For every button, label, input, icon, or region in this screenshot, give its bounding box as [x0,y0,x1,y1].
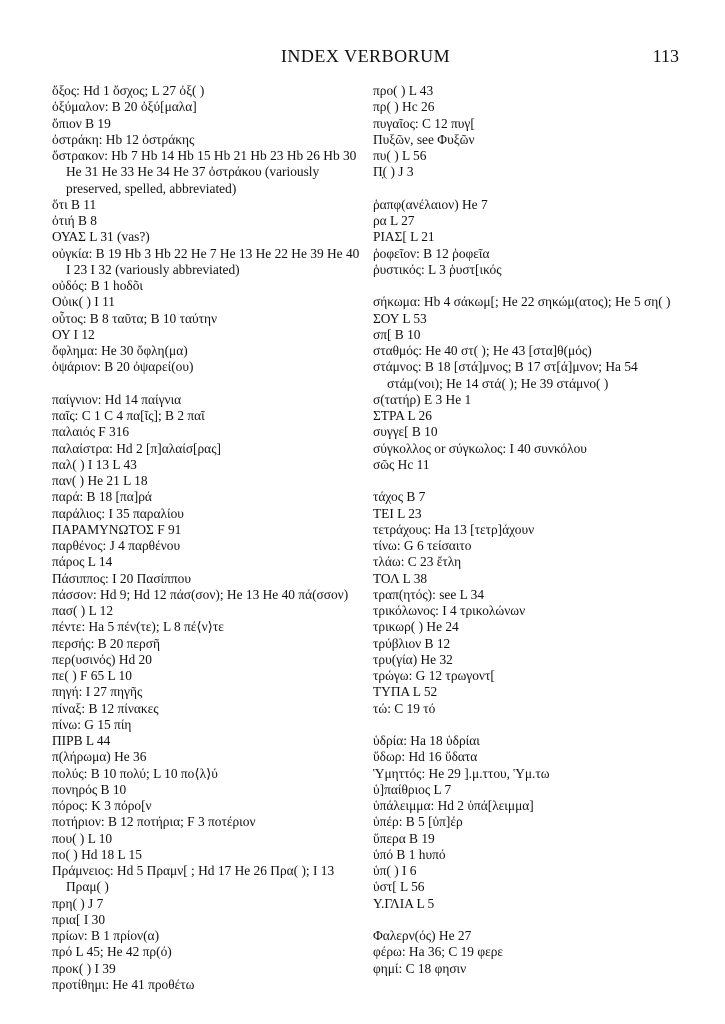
index-entry: ὀψάριον: B 20 ὀψαρεί(ου) [52,359,194,375]
index-entry: ὅτι B 11 [52,196,97,212]
index-entry: ποτήριον: B 12 ποτήρια; F 3 ποτέριον [52,814,256,830]
index-entry: πρίων: B 1 πρίον(α) [52,928,160,943]
index-entry: τρύβλιον B 12 [373,635,451,651]
index-entry: πίνω: G 15 πίη [52,716,132,732]
index-entry: παρά: B 18 [πα]ρά [52,489,152,505]
index-entry: ὄστρακον: Hb 7 Hb 14 Hb 15 Hb 21 Hb 23 Hb 26 Hb 30 He 31 He 33 He 34 He 37 ὀστράκου (variously preserved, spelled, abbreviated) [52,148,357,196]
entry-group-gap [373,181,685,197]
index-entry: φημί: C 18 φησιν [373,960,467,976]
index-entry: πρ( ) Hc 26 [373,99,435,115]
index-entry: πέντε: Ha 5 πέν(τε); L 8 πέ⟨ν⟩τε [52,619,224,635]
page-header [52,46,679,70]
index-entry: οὐδός: B 1 hοδõι [52,278,144,293]
index-entry: οὗτος: B 8 ταῦτα; B 10 ταύτην [52,310,218,326]
index-entry: στάμνος: B 18 [στά]μνος; B 17 στ[ά]μνον; Ha 54 στάμ(νοι); He 14 στά( ); He 39 στάμνο( ) [373,359,638,391]
index-entry: τραπ(ητός): see L 34 [373,586,485,602]
index-entry: πονηρός B 10 [52,781,127,797]
index-entry: Πάσιππος: I 20 Πασίππου [52,570,191,586]
index-entry: Πράμνειος: Hd 5 Πραμν[ ; Hd 17 He 26 Πρα( ); I 13 Πραμ( ) [52,863,335,895]
index-entry: ΠΙΡΒ L 44 [52,733,111,748]
index-entry: Οὐικ( ) I 11 [52,294,115,310]
index-entry: πολύς: B 10 πολύ; L 10 πο⟨λ⟩ύ [52,765,218,781]
index-entry: τλάω: C 23 ἔτλη [373,554,462,570]
index-entry: περ(υσινός) Hd 20 [52,651,152,667]
index-entry: παν( ) He 21 L 18 [52,473,148,488]
index-entry: πε( ) F 65 L 10 [52,668,132,683]
index-entry: συγγε[ B 10 [373,424,438,440]
index-entry: Υ.ΓΛΙΑ L 5 [373,895,435,911]
index-entry: τετράχους: Ha 13 [τετρ]άχουν [373,521,535,537]
index-entry: σ(τατήρ) E 3 He 1 [373,391,472,407]
index-entry: παρθένος: J 4 παρθένου [52,538,181,553]
index-entry: προτίθημι: He 41 προθέτω [52,976,195,992]
index-entry: ὀξύμαλον: B 20 ὀξύ[μαλα] [52,99,197,115]
index-entry: τρικωρ( ) He 24 [373,619,459,635]
index-column-left [52,83,362,993]
index-entry: ὀστράκη: Hb 12 ὀστράκης [52,131,195,147]
index-entry: πρη( ) J 7 [52,895,104,911]
index-entry: παῖς: C 1 C 4 πα[ῖς]; B 2 παῖ [52,408,205,423]
index-entry: ΠΑΡΑΜΥΝΩΤΟΣ F 91 [52,521,182,537]
index-entry: πίναξ: B 12 πίνακες [52,700,159,716]
index-entry: πηγή: I 27 πηγῆς [52,684,143,700]
index-entry: ρα L 27 [373,213,415,228]
index-entry: ΤΥΠΑ L 52 [373,684,438,700]
index-entry: Ὑμηττός: He 29 ].μ.ττου, Ὑμ.τω [373,765,550,781]
index-column-right [373,83,685,977]
index-entry: ΤΟΛ L 38 [373,570,428,586]
index-entry: παλ( ) I 13 L 43 [52,456,137,472]
index-entry: ΡΙΑΣ[ L 21 [373,229,435,245]
index-entry: πάσσον: Hd 9; Hd 12 πάσ(σον); He 13 He 40 πά(σσον) [52,586,349,602]
index-entry: Πυξῶν, see Φυξῶν [373,131,475,147]
index-entry: πυ( ) L 56 [373,148,427,163]
index-entry: ὑ]παίθριος L 7 [373,781,452,797]
index-entry: πρό L 45; He 42 πρ(ό) [52,944,172,960]
index-entry: σῶς Hc 11 [373,456,430,472]
index-entry: τώ: C 19 τό [373,700,436,716]
running-title: INDEX VERBORUM [280,46,451,66]
index-entry: ὀτιή B 8 [52,213,98,228]
index-entry: ΣΟΥ L 53 [373,310,427,326]
index-entry: τρυ(γία) He 32 [373,651,453,667]
index-entry: σταθμός: He 40 στ( ); He 43 [στα]θ(μός) [373,343,592,358]
index-entry: πασ( ) L 12 [52,603,114,618]
index-entry: ὑπάλειμμα: Hd 2 ὑπά[λειμμα] [373,798,534,813]
index-entry: ὑπέρ: B 5 [ὑπ]έρ [373,814,463,830]
index-entry: τίνω: G 6 τείσαιτο [373,538,472,553]
index-entry: ῥαπφ(ανέλαιον) He 7 [373,196,488,212]
entry-group-gap [373,278,685,294]
index-entry: ΟΥ I 12 [52,326,95,342]
index-entry: τρώγω: G 12 τρωγοντ[ [373,668,495,683]
index-entry: ῥοφεῖον: B 12 ῥοφεῖα [373,245,490,261]
index-entry: ΣΤΡΑ L 26 [373,408,432,423]
index-entry: σήκωμα: Hb 4 σάκωμ[; He 22 σηκώμ(ατος); He 5 ση( ) [373,294,671,310]
index-entry: ὄξος: Hd 1 ὄσχος; L 27 ὀξ( ) [52,83,205,98]
index-entry: ὕδωρ: Hd 16 ὕδατα [373,749,478,765]
page-number: 113 [652,46,679,66]
entry-group-gap [52,376,362,392]
index-entry: παίγνιον: Hd 14 παίγνια [52,391,182,407]
entry-group-gap [373,473,685,489]
index-entry: ὑστ[ L 56 [373,879,425,895]
index-entry: προ( ) L 43 [373,83,434,98]
index-entry: φέρω: Ha 36; C 19 φερε [373,944,504,960]
index-entry: παράλιος: I 35 παραλίου [52,505,184,521]
index-entry: Π̣( ) J 3 [373,164,414,180]
index-entry: τάχος B 7 [373,489,426,505]
index-entry: ὑπό B 1 hυπό [373,846,446,862]
index-entry: πυγαῖος: C 12 πυγ[ [373,115,475,131]
index-entry: ὄφλημα: He 30 ὄφλη(μα) [52,343,188,358]
index-entry: ΤΕΙ L 23 [373,505,422,521]
index-entry: πο( ) Hd 18 L 15 [52,846,142,862]
index-entry: ὄπιον B 19 [52,115,111,131]
index-entry: σπ[ B 10 [373,326,421,342]
index-entry: Φαλερν(ός) He 27 [373,928,472,943]
index-entry: π(λήρωμα) He 36 [52,749,147,765]
index-entry: ὑπ( ) I 6 [373,863,417,878]
index-entry: οὐγκία: B 19 Hb 3 Hb 22 He 7 He 13 He 22 He 39 He 40 I 23 I 32 (variously abbreviated) [52,245,360,277]
index-entry: τρικόλωνος: I 4 τρικολώνων [373,603,526,618]
index-entry: πάρος L 14 [52,554,113,570]
index-entry: σύγκολλος or σύγκωλος: I 40 συνκόλου [373,440,587,456]
index-entry: ὕπερα B 19 [373,830,435,846]
index-entry: ὑδρία: Ha 18 ὑδρίαι [373,733,480,748]
index-entry: παλαίστρα: Hd 2 [π]αλαίσ[ρας] [52,440,221,456]
entry-group-gap [373,717,685,733]
index-entry: παλαιός F 316 [52,424,130,440]
index-entry: πόρος: K 3 πόρο[ν [52,798,152,813]
index-entry: προκ( ) I 39 [52,960,116,976]
index-entry: που( ) L 10 [52,830,113,846]
entry-group-gap [373,912,685,928]
index-entry: ῥυστικός: L 3 ῥυστ[ικός [373,261,502,277]
index-entry: ΟΥΑΣ L 31 (vas?) [52,229,150,245]
index-entry: πρια[ I 30 [52,911,106,927]
index-entry: περσής: B 20 περσῆ [52,635,160,651]
